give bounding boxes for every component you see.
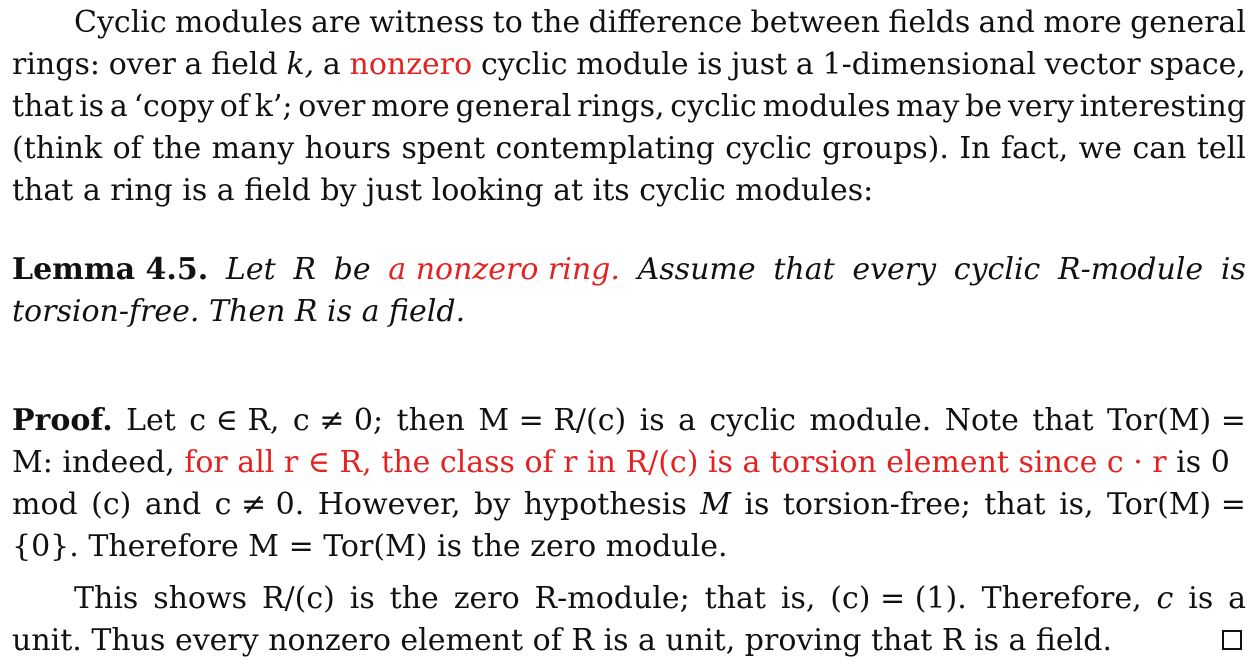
proof-line-4: {0}. Therefore M = Tor(M) is the zero module.	[12, 529, 728, 564]
lemma-heading: Lemma 4.5.	[12, 252, 209, 287]
intro-line-3: that is a ‘copy of k’; over more general rings, cyclic modules may be very interesting	[12, 89, 1246, 124]
highlight-nonzero-ring: a nonzero ring.	[388, 252, 620, 287]
intro-line-4: (think of the many hours spent contemplating cyclic groups). In fact, we can tell	[12, 131, 1246, 166]
intro-line-1: Cyclic modules are witness to the difference between fields and more general	[74, 5, 1246, 40]
proof-heading: Proof.	[12, 403, 113, 438]
lemma-line-2: torsion-free. Then R is a field.	[12, 294, 466, 329]
proof-line-1: Proof. Let c ∈ R, c ≠ 0; then M = R/(c) is a cyclic module. Note that Tor(M) =	[12, 400, 1246, 442]
proof-line-2: M: indeed, for all r ∈ R, the class of r in R/(c) is a torsion element since c · r is 0	[12, 445, 1230, 480]
highlight-nonzero: nonzero	[349, 47, 473, 82]
proof-line-3: mod (c) and c ≠ 0. However, by hypothesis M is torsion-free; that is, Tor(M) =	[12, 487, 1246, 522]
proof-line-6: unit. Thus every nonzero element of R is a unit, proving that R is a field.	[12, 623, 1113, 658]
lemma-line-1: Lemma 4.5. Let R be a nonzero ring. Assume that every cyclic R-module is	[12, 249, 1246, 291]
proof-line-5: This shows R/(c) is the zero R-module; that is, (c) = (1). Therefore, c is a	[74, 581, 1246, 616]
highlight-torsion-explanation: for all r ∈ R, the class of r in R/(c) is a torsion element since c · r	[184, 445, 1167, 480]
intro-line-2: rings: over a field k, a nonzero cyclic module is just a 1-dimensional vector space,	[12, 44, 1246, 86]
intro-line-5: that a ring is a field by just looking at its cyclic modules:	[12, 173, 874, 208]
qed-square-icon	[1222, 630, 1242, 650]
